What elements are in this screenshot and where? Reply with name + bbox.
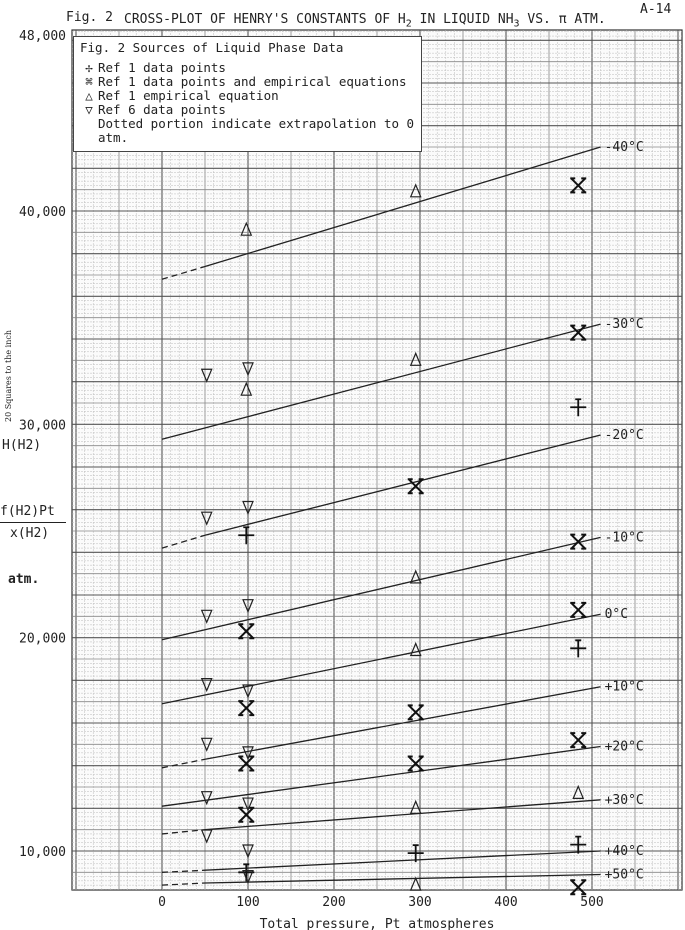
series-label: -40°C [604,140,644,155]
series-label: -20°C [604,428,644,443]
legend-item-label: Ref 1 empirical equation [98,88,279,103]
chart-grid [72,30,682,890]
chart-title: CROSS-PLOT OF HENRY'S CONSTANTS OF $H_2$ IN LIQUID $NH_3$ VS. π ATM. [124,12,606,30]
legend-note: Dotted portion indicate extrapolation to 0 atm. [98,116,415,145]
series-label: -30°C [604,317,644,333]
triangle-up-icon: △ [85,88,93,103]
series-label: -10°C [604,530,644,546]
legend-item-label: Ref 1 data points [98,60,226,75]
x-bowtie-icon: ⌘ [85,74,93,89]
legend-item-label: Ref 6 data points [98,102,226,117]
legend-item [80,89,415,103]
x-tick-label: 500 [580,895,604,910]
series-label: +20°C [604,739,644,755]
series-label: +10°C [604,679,644,695]
y-tick-label: 40,000 [19,205,66,220]
chart-title-part1: CROSS-PLOT OF HENRY'S CONSTANTS OF H [124,12,406,27]
y-tick-label: 30,000 [19,418,66,434]
series-label: +40°C [604,844,644,859]
figure-tag: Fig. 2 [66,10,113,25]
plus-star-icon: ✢ [85,60,93,75]
chart-legend [73,36,422,152]
legend-item-label: Ref 1 data points and empirical equations [98,74,407,89]
legend-item [80,75,415,89]
x-tick-label: 0 [158,895,166,910]
chart-title-part3: VS. π ATM. [527,12,606,27]
y-tick-label: 20,000 [19,631,66,647]
y-axis-unit: atm. [8,572,40,587]
series-label: +50°C [604,867,644,883]
y-tick-label: 48,000 [19,29,66,44]
legend-item [80,61,415,75]
y-axis-fraction-bar [0,522,66,523]
y-axis-label-line1: H(H2) [2,438,42,453]
x-axis-label: Total pressure, Pt atmospheres [259,917,495,930]
y-axis-label-line2: f(H2)Pt [0,504,55,519]
legend-item [80,103,415,117]
legend-title: Fig. 2 Sources of Liquid Phase Data [80,40,344,55]
x-tick-label: 200 [322,895,346,910]
triangle-down-icon: ▽ [85,102,93,117]
x-tick-label: 400 [494,895,518,910]
y-tick-label: 10,000 [19,845,66,860]
page-id: A-14 [640,2,672,17]
series-label: +30°C [604,792,644,808]
y-axis-label-line3: x(H2) [10,526,50,541]
graph-paper-note: 20 Squares to the inch [4,330,13,423]
chart-title-part2: IN LIQUID NH [419,12,514,27]
x-tick-label: 100 [236,895,260,910]
x-tick-label: 300 [408,895,432,910]
series-label: 0°C [604,607,629,623]
